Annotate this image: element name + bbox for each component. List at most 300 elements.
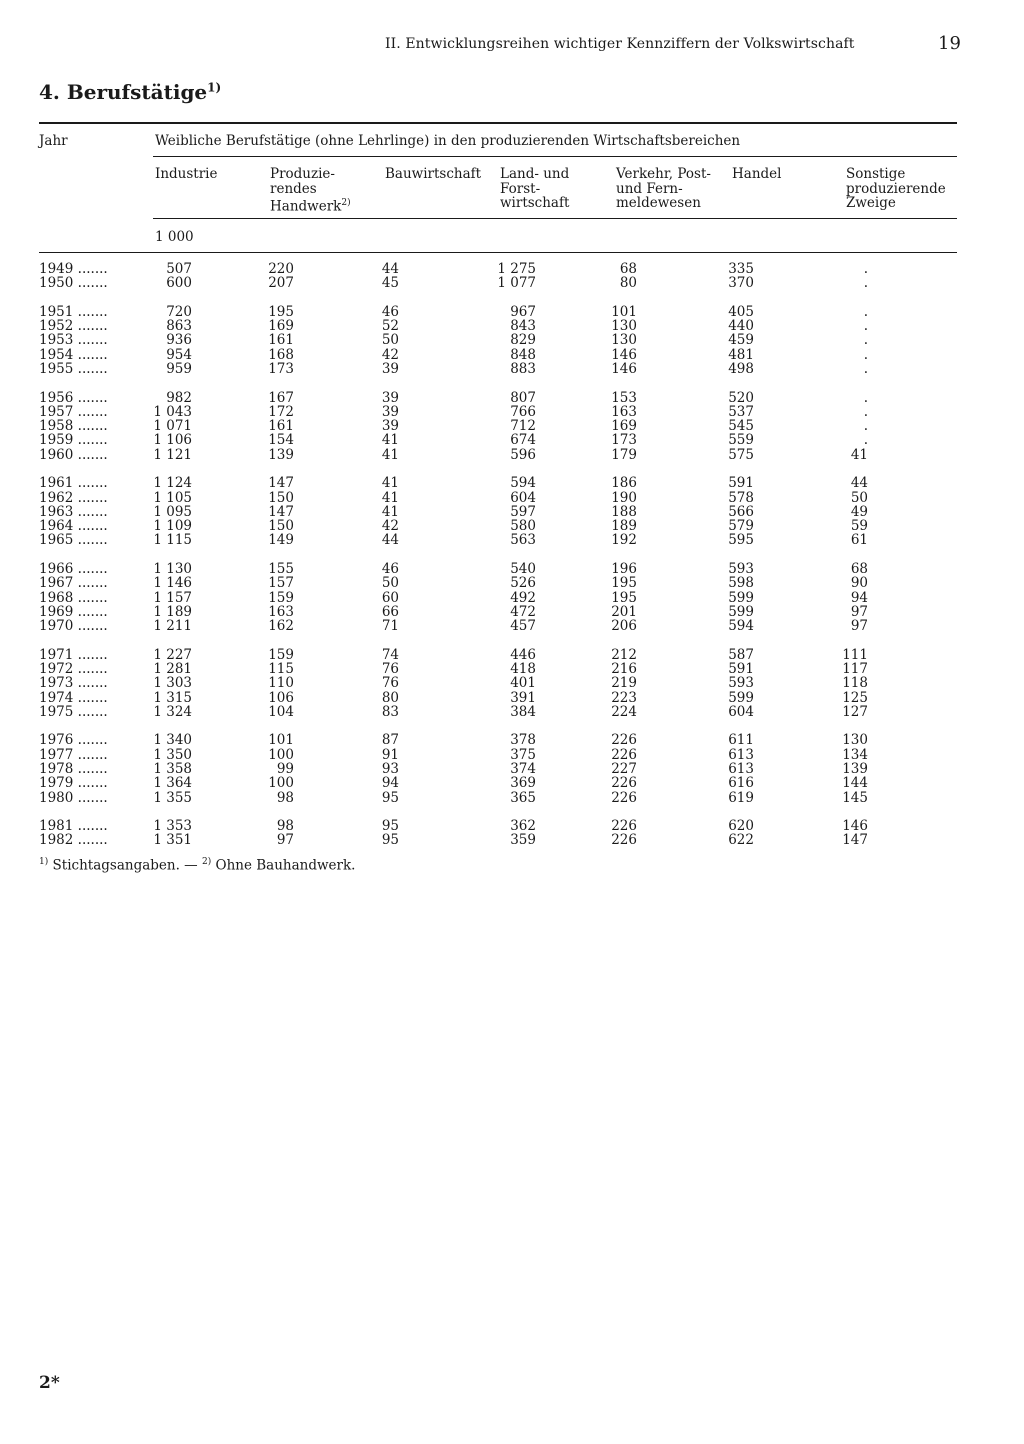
value-cell: 600 (166, 275, 192, 292)
table-row (0, 676, 1024, 690)
value-cell: 186 (611, 475, 637, 492)
value-cell: 101 (268, 732, 294, 749)
value-cell: 1 340 (153, 732, 192, 749)
value-cell: 173 (611, 432, 637, 449)
value-cell: . (863, 261, 868, 277)
value-cell: 41 (381, 489, 399, 506)
year-cell: 1978 ....... (39, 760, 108, 777)
column-header-line: meldewesen (616, 195, 701, 211)
value-cell: 172 (268, 403, 294, 420)
year-cell: 1953 ....... (39, 332, 108, 349)
column-header-bauwirtschaft (385, 167, 481, 182)
value-cell: 94 (850, 589, 868, 606)
value-cell: 378 (510, 732, 536, 749)
value-cell: 540 (510, 561, 536, 577)
value-cell: 41 (850, 446, 868, 463)
year-cell: 1969 ....... (39, 603, 108, 620)
year-cell: 1959 ....... (39, 432, 108, 449)
value-cell: 597 (510, 503, 536, 520)
column-header-verkehr (616, 167, 711, 211)
value-cell: 97 (850, 603, 868, 620)
table-row (0, 448, 1024, 462)
value-cell: 206 (611, 618, 637, 635)
value-cell: 507 (166, 261, 192, 277)
column-header-industrie (155, 167, 217, 182)
value-cell: 440 (728, 318, 754, 335)
table-row (0, 533, 1024, 547)
value-cell: 39 (381, 361, 399, 377)
table-row (0, 476, 1024, 490)
year-cell: 1964 ....... (39, 518, 108, 535)
year-cell: 1956 ....... (39, 389, 108, 406)
value-cell: 1 109 (153, 518, 192, 535)
value-cell: 1 124 (153, 475, 192, 492)
value-cell: 604 (728, 703, 754, 720)
column-header-line: Sonstige (846, 166, 906, 182)
value-cell: 59 (850, 518, 868, 535)
value-cell: 219 (611, 675, 637, 692)
column-header-line: Verkehr, Post- (616, 166, 711, 182)
value-cell: 201 (611, 603, 637, 620)
value-cell: 83 (381, 703, 399, 720)
table-row (0, 276, 1024, 290)
value-cell: 1 315 (153, 689, 192, 706)
value-cell: 374 (510, 760, 536, 777)
value-cell: 537 (728, 403, 754, 420)
footnote-mark: 2) (201, 857, 212, 867)
value-cell: 97 (850, 618, 868, 635)
value-cell: 370 (728, 275, 754, 292)
value-cell: 118 (842, 675, 868, 692)
value-cell: 1 095 (153, 503, 192, 520)
value-cell: 616 (728, 775, 754, 792)
value-cell: 106 (268, 689, 294, 706)
value-cell: 216 (611, 660, 637, 677)
value-cell: 71 (381, 618, 399, 635)
value-cell: 115 (268, 660, 294, 677)
value-cell: 591 (728, 660, 754, 677)
table-row (0, 576, 1024, 590)
value-cell: 50 (381, 575, 399, 592)
value-cell: 226 (611, 832, 637, 849)
value-cell: 446 (510, 646, 536, 663)
value-cell: 74 (381, 646, 399, 663)
year-cell: 1957 ....... (39, 403, 108, 420)
value-cell: 94 (381, 775, 399, 792)
value-cell: 563 (510, 532, 536, 549)
value-cell: 44 (381, 532, 399, 549)
value-cell: 226 (611, 746, 637, 763)
year-cell: 1951 ....... (39, 303, 108, 320)
table-row (0, 319, 1024, 333)
table-row (0, 491, 1024, 505)
value-cell: 167 (268, 389, 294, 406)
value-cell: 611 (728, 732, 754, 749)
value-cell: 598 (728, 575, 754, 592)
group-column-header: Weibliche Berufstätige (ohne Lehrlinge) in den produzierenden Wirtschaftsbereichen (155, 133, 741, 149)
value-cell: 80 (619, 275, 637, 292)
value-cell: 559 (728, 432, 754, 449)
section-title-text: 4. Berufstätige (39, 80, 208, 104)
value-cell: 42 (381, 518, 399, 535)
value-cell: 195 (611, 589, 637, 606)
year-cell: 1967 ....... (39, 575, 108, 592)
column-header-line: Industrie (155, 166, 218, 182)
value-cell: 1 157 (153, 589, 192, 606)
year-cell: 1949 ....... (39, 261, 108, 277)
value-cell: 144 (842, 775, 868, 792)
value-cell: . (863, 389, 868, 406)
year-cell: 1958 ....... (39, 418, 108, 435)
value-cell: 613 (728, 746, 754, 763)
value-cell: . (863, 275, 868, 292)
value-cell: 101 (611, 303, 637, 320)
value-cell: 153 (611, 389, 637, 406)
value-cell: 130 (611, 318, 637, 335)
column-header-line: produzierende (846, 180, 946, 197)
value-cell: 169 (268, 318, 294, 335)
value-cell: 1 303 (153, 675, 192, 692)
value-cell: 111 (842, 646, 868, 663)
section-title-note: 1) (207, 80, 222, 95)
value-cell: 365 (510, 789, 536, 806)
table-body-rule (39, 252, 957, 253)
table-row (0, 691, 1024, 705)
value-cell: 498 (728, 361, 754, 377)
value-cell: 157 (268, 575, 294, 592)
value-cell: 146 (611, 361, 637, 377)
value-cell: 472 (510, 603, 536, 620)
value-cell: 622 (728, 832, 754, 849)
value-cell: 223 (611, 689, 637, 706)
value-cell: 1 211 (153, 618, 192, 635)
value-cell: 159 (268, 589, 294, 606)
value-cell: 161 (268, 418, 294, 435)
table-row (0, 391, 1024, 405)
value-cell: 220 (268, 261, 294, 277)
value-cell: 146 (611, 346, 637, 363)
value-cell: 226 (611, 775, 637, 792)
year-cell: 1963 ....... (39, 503, 108, 520)
table-row (0, 362, 1024, 376)
value-cell: 173 (268, 361, 294, 377)
value-cell: 594 (728, 618, 754, 635)
value-cell: 674 (510, 432, 536, 449)
value-cell: 1 077 (497, 275, 536, 292)
table-row (0, 619, 1024, 633)
value-cell: 1 275 (497, 261, 536, 277)
value-cell: 604 (510, 489, 536, 506)
value-cell: 384 (510, 703, 536, 720)
column-header-text: Handwerk (270, 198, 342, 215)
value-cell: 226 (611, 789, 637, 806)
year-cell: 1970 ....... (39, 618, 108, 635)
value-cell: 134 (842, 746, 868, 763)
table-row (0, 762, 1024, 776)
value-cell: 591 (728, 475, 754, 492)
value-cell: 599 (728, 689, 754, 706)
year-cell: 1981 ....... (39, 818, 108, 835)
value-cell: 967 (510, 303, 536, 320)
value-cell: 149 (268, 532, 294, 549)
year-cell: 1974 ....... (39, 689, 108, 706)
column-header-handwerk (270, 167, 351, 214)
value-cell: 863 (166, 318, 192, 335)
value-cell: 76 (381, 660, 399, 677)
value-cell: 163 (268, 603, 294, 620)
table-row (0, 791, 1024, 805)
value-cell: 720 (166, 303, 192, 320)
value-cell: 335 (728, 261, 754, 277)
value-cell: 982 (166, 389, 192, 406)
year-cell: 1955 ....... (39, 361, 108, 377)
value-cell: 100 (268, 775, 294, 792)
value-cell: 224 (611, 703, 637, 720)
value-cell: 98 (276, 789, 294, 806)
value-cell: 212 (611, 646, 637, 663)
value-cell: 579 (728, 518, 754, 535)
value-cell: 80 (381, 689, 399, 706)
value-cell: 68 (619, 261, 637, 277)
value-cell: 139 (268, 446, 294, 463)
value-cell: 99 (276, 760, 294, 777)
value-cell: 41 (381, 446, 399, 463)
value-cell: 1 115 (153, 532, 192, 549)
value-cell: 50 (381, 332, 399, 349)
value-cell: 150 (268, 489, 294, 506)
table-row (0, 433, 1024, 447)
value-cell: 46 (381, 561, 399, 577)
value-cell: 41 (381, 432, 399, 449)
year-cell: 1965 ....... (39, 532, 108, 549)
table-row (0, 776, 1024, 790)
column-header-line: Produzie- (270, 166, 335, 182)
value-cell: 147 (268, 503, 294, 520)
value-cell: 1 358 (153, 760, 192, 777)
value-cell: 163 (611, 403, 637, 420)
value-cell: 196 (611, 561, 637, 577)
year-cell: 1976 ....... (39, 732, 108, 749)
year-cell: 1961 ....... (39, 475, 108, 492)
value-cell: 41 (381, 503, 399, 520)
value-cell: 619 (728, 789, 754, 806)
value-cell: 95 (381, 818, 399, 835)
value-cell: 110 (268, 675, 294, 692)
value-cell: 829 (510, 332, 536, 349)
value-cell: . (863, 332, 868, 349)
value-cell: 95 (381, 789, 399, 806)
year-cell: 1960 ....... (39, 446, 108, 463)
value-cell: 192 (611, 532, 637, 549)
table-row (0, 819, 1024, 833)
value-cell: 93 (381, 760, 399, 777)
value-cell: 712 (510, 418, 536, 435)
value-cell: 520 (728, 389, 754, 406)
value-cell: 1 189 (153, 603, 192, 620)
value-cell: . (863, 418, 868, 435)
value-cell: 188 (611, 503, 637, 520)
table-row (0, 348, 1024, 362)
value-cell: 1 281 (153, 660, 192, 677)
section-title (39, 80, 221, 104)
value-cell: 39 (381, 418, 399, 435)
table-row (0, 733, 1024, 747)
value-cell: 50 (850, 489, 868, 506)
value-cell: 189 (611, 518, 637, 535)
value-cell: 1 351 (153, 832, 192, 849)
value-cell: 60 (381, 589, 399, 606)
value-cell: 45 (381, 275, 399, 292)
value-cell: 418 (510, 660, 536, 677)
year-cell: 1950 ....... (39, 275, 108, 292)
value-cell: 593 (728, 561, 754, 577)
value-cell: 375 (510, 746, 536, 763)
value-cell: 155 (268, 561, 294, 577)
value-cell: 1 130 (153, 561, 192, 577)
value-cell: 130 (842, 732, 868, 749)
value-cell: 145 (842, 789, 868, 806)
year-cell: 1979 ....... (39, 775, 108, 792)
column-header-rule (153, 218, 957, 219)
unit-label: 1 000 (155, 229, 194, 245)
value-cell: 226 (611, 732, 637, 749)
value-cell: 595 (728, 532, 754, 549)
value-cell: 545 (728, 418, 754, 435)
value-cell: 369 (510, 775, 536, 792)
value-cell: 154 (268, 432, 294, 449)
value-cell: 1 350 (153, 746, 192, 763)
value-cell: 883 (510, 361, 536, 377)
value-cell: 575 (728, 446, 754, 463)
value-cell: 492 (510, 589, 536, 606)
value-cell: 1 121 (153, 446, 192, 463)
value-cell: 1 105 (153, 489, 192, 506)
value-cell: 959 (166, 361, 192, 377)
value-cell: 66 (381, 603, 399, 620)
value-cell: . (863, 303, 868, 320)
table-row (0, 505, 1024, 519)
year-cell: 1954 ....... (39, 346, 108, 363)
value-cell: 459 (728, 332, 754, 349)
value-cell: 76 (381, 675, 399, 692)
year-cell: 1962 ....... (39, 489, 108, 506)
value-cell: 954 (166, 346, 192, 363)
value-cell: 580 (510, 518, 536, 535)
value-cell: 843 (510, 318, 536, 335)
value-cell: 100 (268, 746, 294, 763)
value-cell: 1 146 (153, 575, 192, 592)
value-cell: 526 (510, 575, 536, 592)
value-cell: 190 (611, 489, 637, 506)
value-cell: 1 324 (153, 703, 192, 720)
table-row (0, 305, 1024, 319)
value-cell: 39 (381, 389, 399, 406)
value-cell: 195 (611, 575, 637, 592)
value-cell: 401 (510, 675, 536, 692)
year-cell: 1980 ....... (39, 789, 108, 806)
value-cell: 46 (381, 303, 399, 320)
value-cell: 936 (166, 332, 192, 349)
value-cell: 104 (268, 703, 294, 720)
running-head: II. Entwicklungsreihen wichtiger Kennziffern der Volkswirtschaft (385, 36, 855, 52)
value-cell: 49 (850, 503, 868, 520)
year-cell: 1982 ....... (39, 832, 108, 849)
value-cell: 87 (381, 732, 399, 749)
column-header-handel (732, 167, 781, 182)
value-cell: 457 (510, 618, 536, 635)
table-row (0, 748, 1024, 762)
value-cell: 52 (381, 318, 399, 335)
value-cell: 359 (510, 832, 536, 849)
value-cell: 362 (510, 818, 536, 835)
value-cell: 168 (268, 346, 294, 363)
column-header-sonstige (846, 167, 946, 211)
value-cell: 1 364 (153, 775, 192, 792)
value-cell: 146 (842, 818, 868, 835)
value-cell: 68 (850, 561, 868, 577)
group-header-rule (153, 156, 957, 157)
column-header-line: Bauwirtschaft (385, 166, 482, 182)
value-cell: 161 (268, 332, 294, 349)
value-cell: . (863, 403, 868, 420)
value-cell: 162 (268, 618, 294, 635)
table-row (0, 562, 1024, 576)
value-cell: 1 106 (153, 432, 192, 449)
table-row (0, 405, 1024, 419)
value-cell: 848 (510, 346, 536, 363)
value-cell: 169 (611, 418, 637, 435)
column-header-line: und Fern- (616, 180, 683, 197)
value-cell: 195 (268, 303, 294, 320)
value-cell: 599 (728, 603, 754, 620)
value-cell: 1 227 (153, 646, 192, 663)
value-cell: 594 (510, 475, 536, 492)
column-header-line: Handel (732, 166, 782, 182)
value-cell: 95 (381, 832, 399, 849)
value-cell: . (863, 318, 868, 335)
footnote-mark: 1) (39, 857, 49, 867)
value-cell: . (863, 346, 868, 363)
value-cell: . (863, 361, 868, 377)
value-cell: 481 (728, 346, 754, 363)
value-cell: 150 (268, 518, 294, 535)
value-cell: 41 (381, 475, 399, 492)
table-row (0, 262, 1024, 276)
column-header-land-forst (500, 167, 569, 211)
year-column-header: Jahr (39, 133, 68, 149)
value-cell: 807 (510, 389, 536, 406)
value-cell: 599 (728, 589, 754, 606)
value-cell: 593 (728, 675, 754, 692)
value-cell: 117 (842, 660, 868, 677)
footnote-text: Ohne Bauhandwerk. (211, 857, 356, 874)
year-cell: 1977 ....... (39, 746, 108, 763)
value-cell: 766 (510, 403, 536, 420)
year-cell: 1971 ....... (39, 646, 108, 663)
value-cell: 125 (842, 689, 868, 706)
value-cell: 42 (381, 346, 399, 363)
page-number: 19 (938, 33, 961, 54)
footnote-text: Stichtagsangaben. — (48, 857, 202, 874)
table-row (0, 705, 1024, 719)
column-header-line: Forst- (500, 180, 541, 197)
year-cell: 1972 ....... (39, 660, 108, 677)
value-cell: 39 (381, 403, 399, 420)
table-row (0, 419, 1024, 433)
column-header-line: Zweige (846, 195, 896, 211)
value-cell: 179 (611, 446, 637, 463)
footnote (39, 857, 355, 874)
